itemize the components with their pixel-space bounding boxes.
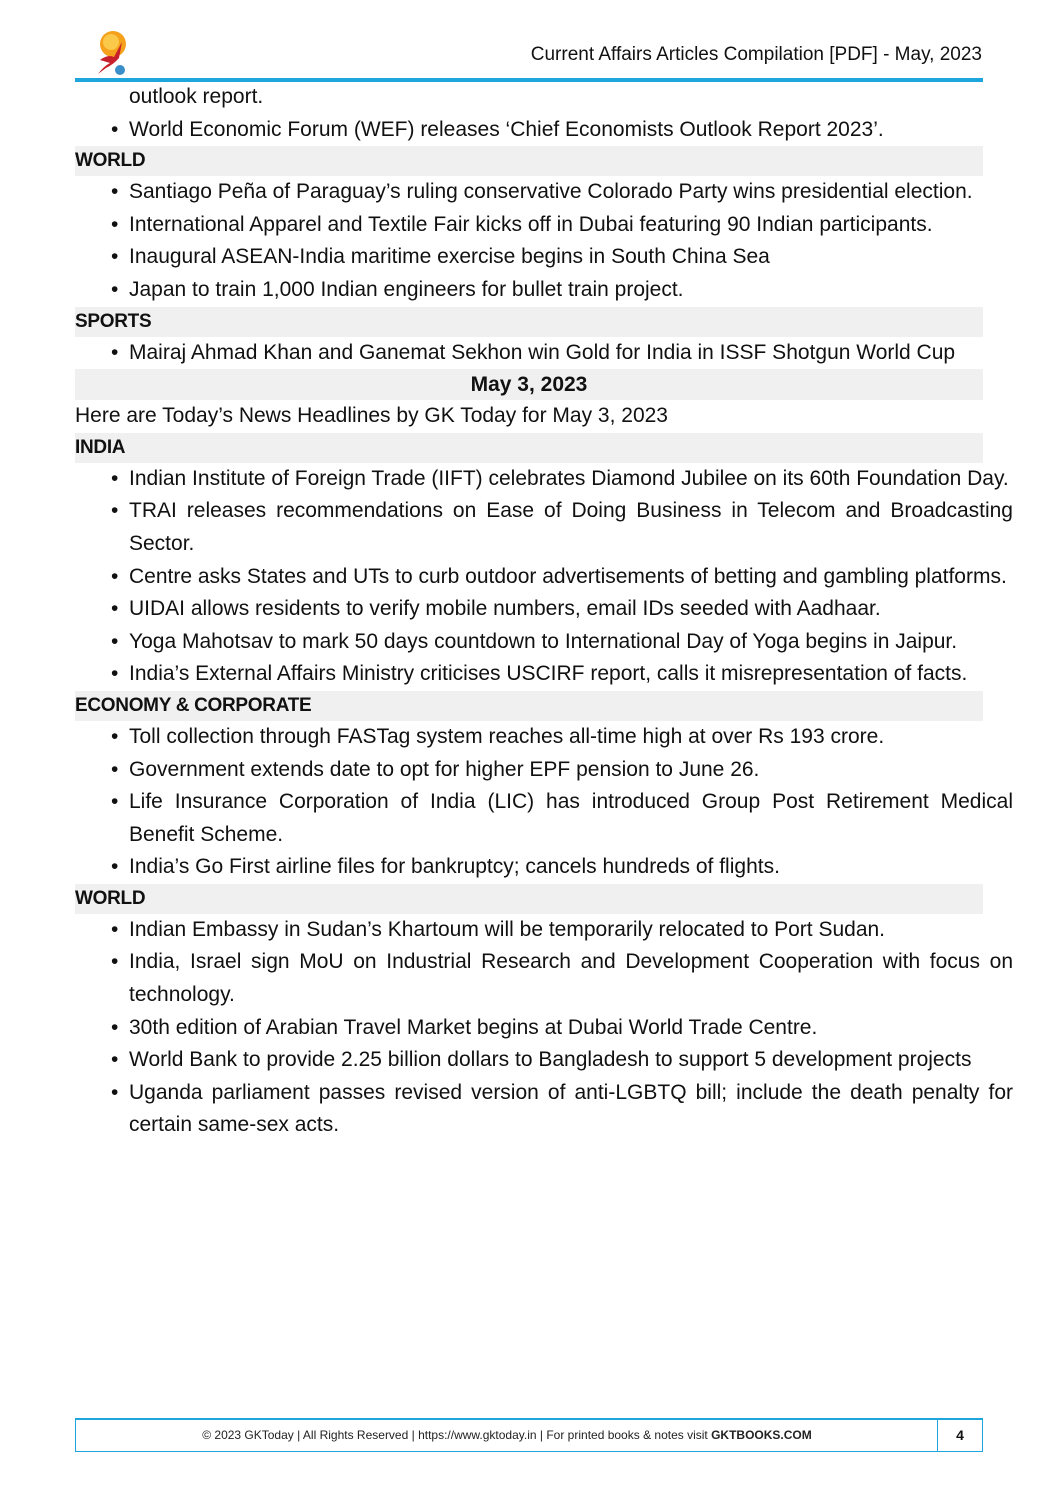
list-item: • Toll collection through FASTag system reaches all-time high at over Rs 193 crore. (75, 721, 1013, 754)
list-item: • India’s Go First airline files for bankruptcy; cancels hundreds of flights. (75, 851, 1013, 884)
list-item: • India, Israel sign MoU on Industrial Research and Development Cooperation with focus on technology. (75, 946, 1013, 1011)
list-item: • Indian Institute of Foreign Trade (IIFT) celebrates Diamond Jubilee on its 60th Foundation Day. (75, 463, 1013, 496)
gktoday-logo (92, 30, 132, 78)
list-item: • World Bank to provide 2.25 billion dollars to Bangladesh to support 5 development projects (75, 1044, 1013, 1077)
list-item: • World Economic Forum (WEF) releases ‘Chief Economists Outlook Report 2023’. (75, 114, 1013, 147)
footer-copyright: © 2023 GKToday | All Rights Reserved | https://www.gktoday.in | For printed books & notes visit (202, 1428, 712, 1442)
list-item: • Japan to train 1,000 Indian engineers for bullet train project. (75, 274, 1013, 307)
list-item: • Life Insurance Corporation of India (LIC) has introduced Group Post Retirement Medical Benefit Scheme. (75, 786, 1013, 851)
section-heading: WORLD (75, 884, 983, 914)
list-item: • Mairaj Ahmad Khan and Ganemat Sekhon win Gold for India in ISSF Shotgun World Cup (75, 337, 1013, 370)
list-item: • India’s External Affairs Ministry criticises USCIRF report, calls it misrepresentation of facts. (75, 658, 1013, 691)
page-number: 4 (956, 1427, 964, 1443)
footer (75, 1418, 983, 1452)
list-item: • Government extends date to opt for higher EPF pension to June 26. (75, 754, 1013, 787)
list-item: • TRAI releases recommendations on Ease of Doing Business in Telecom and Broadcasting Sector. (75, 495, 1013, 560)
list-item: • Indian Embassy in Sudan’s Khartoum will be temporarily relocated to Port Sudan. (75, 914, 1013, 947)
section-heading: INDIA (75, 433, 983, 463)
date-heading: May 3, 2023 (75, 369, 983, 400)
continued-text: outlook report. (129, 85, 264, 108)
section-heading: SPORTS (75, 307, 983, 337)
list-item: • Uganda parliament passes revised version of anti-LGBTQ bill; include the death penalty for certain same-sex acts. (75, 1077, 1013, 1142)
list-item: • UIDAI allows residents to verify mobile numbers, email IDs seeded with Aadhaar. (75, 593, 1013, 626)
footer-text (76, 1428, 938, 1442)
list-item: • Centre asks States and UTs to curb outdoor advertisements of betting and gambling platforms. (75, 561, 1013, 594)
section-heading: WORLD (75, 146, 983, 176)
intro-text: Here are Today’s News Headlines by GK Today for May 3, 2023 (75, 404, 668, 428)
footer-brand-link[interactable]: GKTBOOKS.COM (711, 1428, 812, 1442)
content (75, 81, 1013, 1142)
list-item: • International Apparel and Textile Fair kicks off in Dubai featuring 90 Indian participants. (75, 209, 1013, 242)
section-heading: ECONOMY & CORPORATE (75, 691, 983, 721)
list-item: • 30th edition of Arabian Travel Market begins at Dubai World Trade Centre. (75, 1012, 1013, 1045)
list-item: • Yoga Mahotsav to mark 50 days countdown to International Day of Yoga begins in Jaipur. (75, 626, 1013, 659)
list-item: • Inaugural ASEAN-India maritime exercise begins in South China Sea (75, 241, 1013, 274)
header-title: Current Affairs Articles Compilation [PDF] - May, 2023 (530, 44, 982, 65)
list-item: • Santiago Peña of Paraguay’s ruling conservative Colorado Party wins presidential election. (75, 176, 1013, 209)
